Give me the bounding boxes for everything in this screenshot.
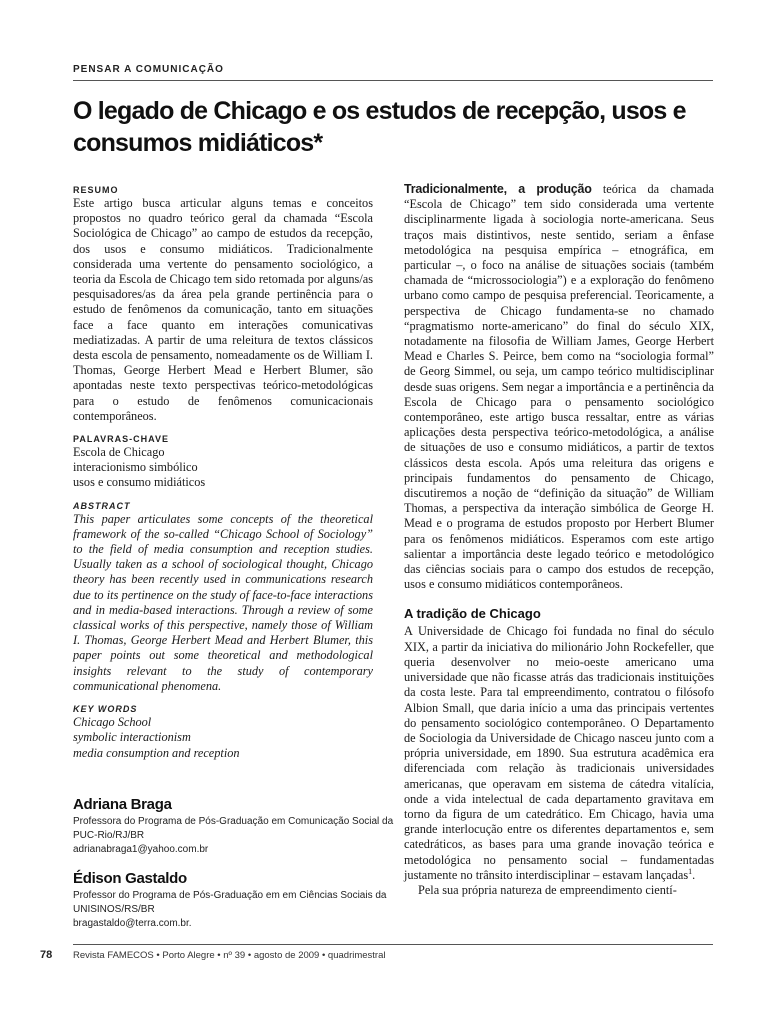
palavras-chave-list	[73, 445, 373, 491]
author-affiliation: Professora do Programa de Pós-Graduação em Comunicação Social da	[73, 816, 394, 827]
author-affiliation: UNISINOS/RS/BR	[73, 904, 155, 915]
key-words-heading: KEY WORDS	[73, 704, 138, 715]
article-title: O legado de Chicago e os estudos de recepção, usos e consumos midiáticos*	[73, 97, 686, 157]
section-heading: A tradição de Chicago	[404, 606, 541, 622]
resumo-text: Este artigo busca articular alguns temas e conceitos propostos no quadro teórico geral da chamada “Escola Sociológica de Chicago” ao campo de estudos da recepção, dos usos e consumo midiáticos. Tradicionalmente considerada uma vertente do pensamento sociológico, a teoria da Escola de Chicago tem sido retomada por alguns/as pesquisadores/as da área pela grande pertinência para o estudo de fenômenos da comunicação, tanto em situações face a face quanto em interações comunicativas mediatizadas. A partir de uma releitura de textos clássicos desta escola de pensamento, nomeadamente os de William I. Thomas, George Herbert Mead e Herbert Blumer, são apontadas neste texto perspectivas teórico-metodológicas para o estudo de fenômenos comunicacionais contemporâneos.	[73, 196, 373, 423]
resumo-heading: RESUMO	[73, 185, 119, 195]
body-column	[404, 182, 714, 898]
author-name: Adriana Braga	[73, 796, 172, 813]
page-number: 78	[40, 949, 53, 961]
section-paragraph	[404, 624, 714, 882]
authors-block	[73, 795, 394, 931]
keyword-item: Chicago School	[73, 715, 152, 730]
author-name: Édison Gastaldo	[73, 870, 187, 887]
section-text: A Universidade de Chicago foi fundada no final do século XIX, a partir da iniciativa do milionário John Rockefeller, que queria desenvolver no meio-oeste americano uma universidade que não ficasse atrás das tradicionais instituições da costa leste. Para tal empreendimento, contratou o filósofo Albion Small, que daria início a uma das principais vertentes do pensamento sociológico contemporâneo. O Departamento de Sociologia da Universidade de Chicago nasceu junto com a própria universidade, em 1890. Sua estrutura acadêmica era diferenciada com relação às tradicionais universidades americanas, que operavam em sistema de cátedra vitalícia, onde a vida intelectual de cada departamento gravitava em torno da figura de um catedrático. Em Chicago, havia uma grande interlocução entre os diferentes departamentos e, sem catedráticos, as bases para uma grande inovação teórica e metodológica no pensamento social – fundamentadas justamente no trânsito interdisciplinar – estavam lançadas	[404, 624, 714, 882]
section-text-end: .	[692, 867, 696, 882]
keyword-item: Escola de Chicago	[73, 445, 165, 460]
section-label: PENSAR A COMUNICAÇÃO	[73, 64, 224, 75]
author-email: adrianabraga1@yahoo.com.br	[73, 844, 209, 855]
intro-text: teórica da chamada “Escola de Chicago” tem sido considerada uma vertente disciplinarmente ligada à sociologia norte-americana. Seus traços mais distintivos, neste sentido, seriam a ênfase metodológica na pesquisa empírica – etnográfica, em particular –, o foco na análise de situações sociais (também chamada de “microssociologia”) e a exploração do fenômeno urbano como campo de pesquisa preferencial. Teoricamente, a perspectiva de Chicago fundamenta-se no chamado “pragmatismo norte-americano” do final do século XIX, notadamente na filosofia de William James, George Herbert Mead e Charles S. Peirce, bem como na “sociologia formal” de Georg Simmel, ou seja, um campo teórico multidisciplinar desde suas origens. Sem negar a importância e a pertinência da Escola de Chicago para o pensamento sociológico contemporâneo, este artigo busca ressaltar, entre as várias aplicações desta perspectiva teórico-metodológica, a análise de situações de uso e consumo midiáticos, a partir de textos clássicos desta escola. Após uma releitura das origens e principais fundamentos do pensamento de Chicago, discutiremos a noção de “definição da situação” de William Thomas, a perspectiva da interação simbólica de George H. Mead e o programa de estudos proposto por Herbert Blumer para os fenômenos midiáticos. Esperamos com este artigo salientar a importância deste legado teórico e metodológico das ciências sociais para o campo dos estudos de recepção, usos e consumo midiáticos contemporâneos.	[404, 182, 714, 592]
intro-paragraph	[404, 182, 714, 592]
abstract-column	[73, 185, 373, 761]
lead-in: Tradicionalmente, a produção	[404, 182, 592, 196]
keyword-item: media consumption and reception	[73, 745, 240, 760]
next-paragraph: Pela sua própria natureza de empreendimento cientí-	[418, 882, 677, 897]
keyword-item: interacionismo simbólico	[73, 460, 198, 475]
abstract-heading: ABSTRACT	[73, 500, 131, 511]
footnote-marker: 1	[688, 866, 693, 876]
key-words-list	[73, 715, 373, 761]
palavras-chave-heading: PALAVRAS-CHAVE	[73, 434, 170, 445]
footer-rule	[73, 944, 713, 945]
abstract-text: This paper articulates some concepts of the theoretical framework of the so-called “Chicago School of Sociology” to the field of media consumption and reception studies. Usually taken as a school of sociological thought, Chicago theory has been recently used in communications research due to its pertinence on the study of face-to-face interactions and in media-based interactions. Through a review of some classical works of this perspective, namely those of William I. Thomas, George Herbert Mead and Herbert Blumer, this paper points out some theoretical and methodological insights relevant to the study of contemporary communicational phenomena.	[73, 511, 373, 693]
author-email: bragastaldo@terra.com.br.	[73, 918, 192, 929]
header-rule	[73, 80, 713, 81]
keyword-item: symbolic interactionism	[73, 730, 191, 745]
author-affiliation: PUC-Rio/RJ/BR	[73, 830, 145, 841]
journal-citation: Revista FAMECOS • Porto Alegre • nº 39 • agosto de 2009 • quadrimestral	[73, 950, 386, 961]
author-affiliation: Professor do Programa de Pós-Graduação em em Ciências Sociais da	[73, 890, 387, 901]
keyword-item: usos e consumo midiáticos	[73, 475, 206, 490]
